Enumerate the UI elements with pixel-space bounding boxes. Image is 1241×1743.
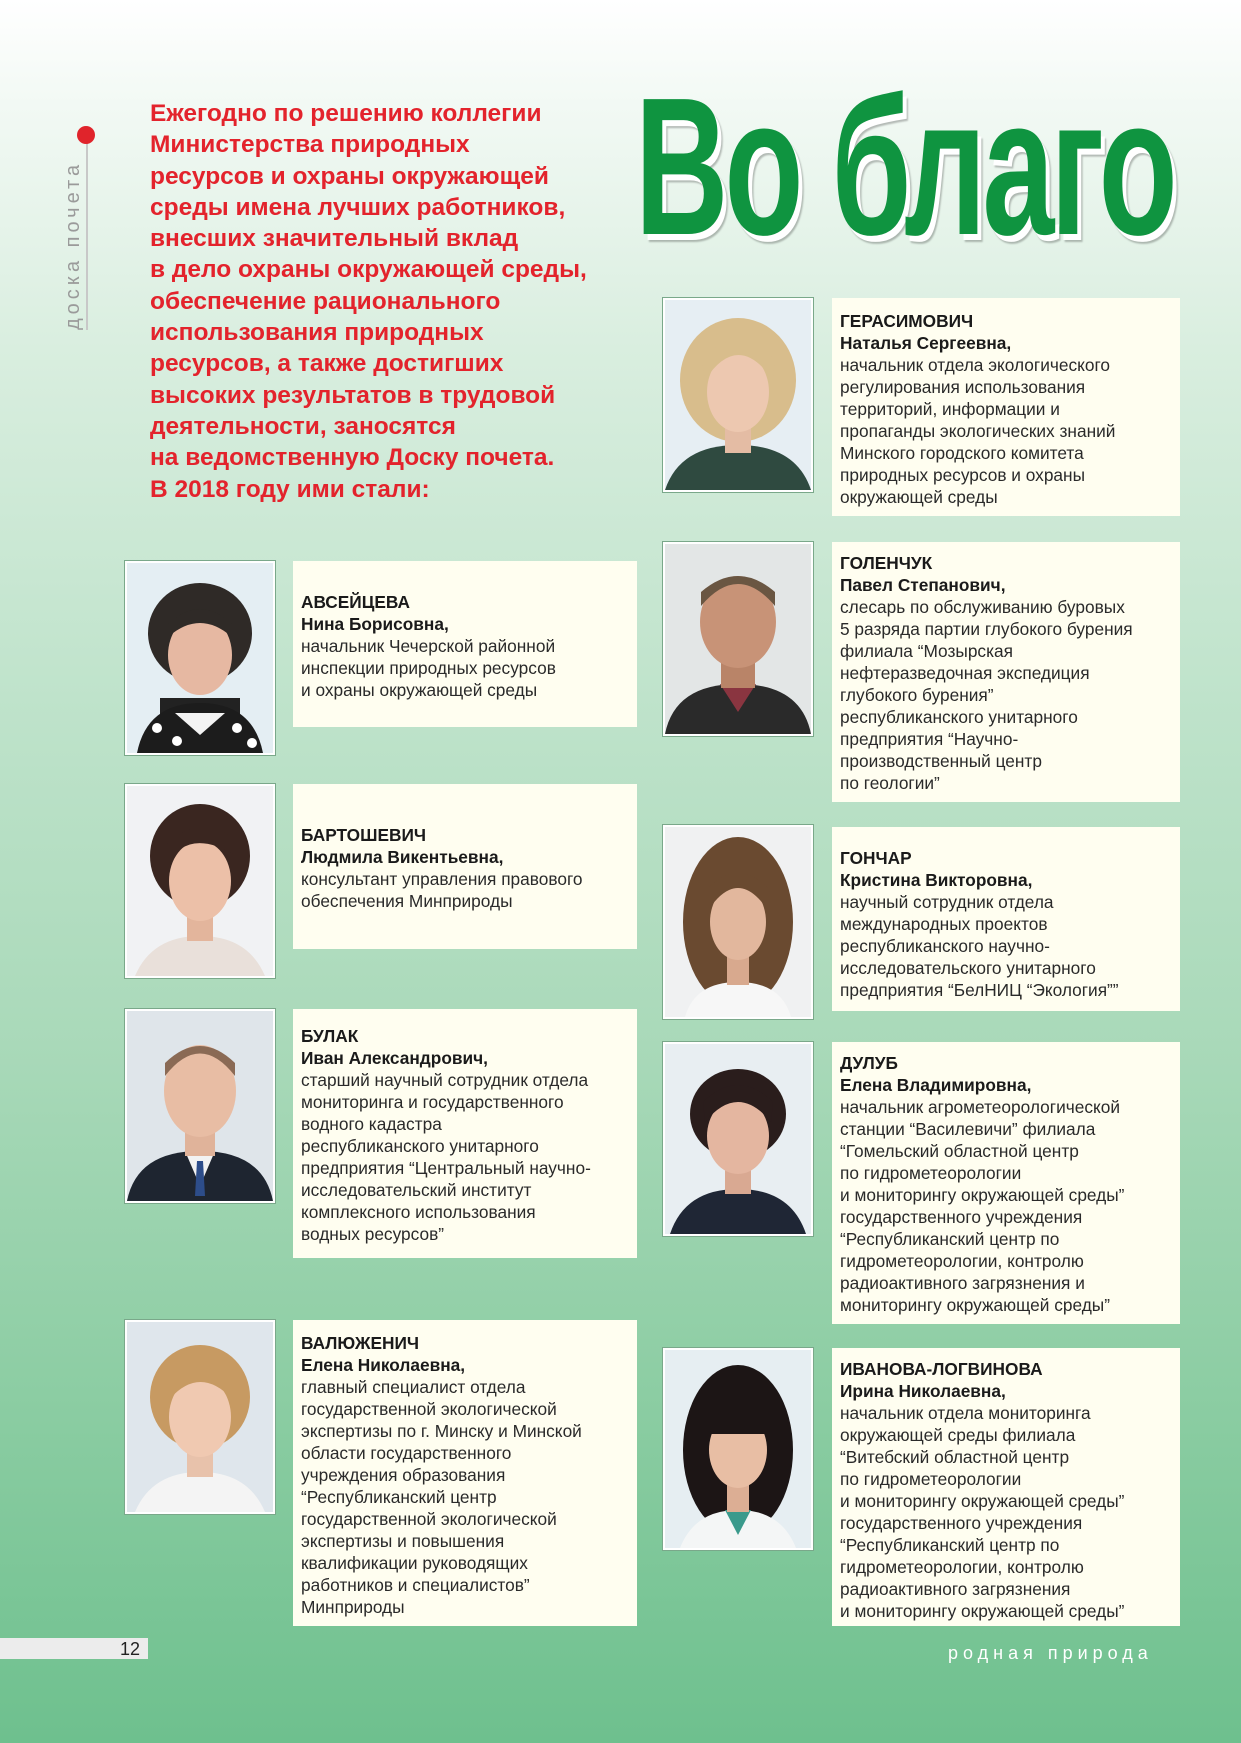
portrait-photo xyxy=(125,784,275,978)
person-card xyxy=(832,827,1180,1011)
person-surname: БУЛАК xyxy=(301,1026,359,1046)
person-surname: ВАЛЮЖЕНИЧ xyxy=(301,1333,420,1353)
person-surname: АВСЕЙЦЕВА xyxy=(301,592,410,612)
portrait-photo xyxy=(125,561,275,755)
person-role: консультант управления правового обеспечения Минприроды xyxy=(301,869,583,911)
person-card xyxy=(293,784,637,949)
person-given-name: Людмила Викентьевна, xyxy=(301,847,504,867)
portrait-photo xyxy=(663,825,813,1019)
headline: Во благо xyxy=(635,57,1174,276)
person-card xyxy=(293,561,637,727)
person-role: начальник Чечерской районной инспекции природных ресурсов и охраны окружающей среды xyxy=(301,636,556,700)
person-card xyxy=(832,1348,1180,1626)
person-role: слесарь по обслуживанию буровых 5 разряда партии глубокого бурения филиала “Мозырская нефтеразведочная экспедиция глубокого бурения” республиканского унитарного предприятия “Научно- производственный центр по геологии” xyxy=(840,597,1133,793)
red-dot-marker xyxy=(77,126,95,144)
person-given-name: Нина Борисовна, xyxy=(301,614,449,634)
person-given-name: Наталья Сергеевна, xyxy=(840,333,1012,353)
person-given-name: Павел Степанович, xyxy=(840,575,1006,595)
person-surname: ГОНЧАР xyxy=(840,848,912,868)
person-card xyxy=(293,1320,637,1626)
person-surname: ИВАНОВА-ЛОГВИНОВА xyxy=(840,1359,1043,1379)
portrait-photo xyxy=(663,298,813,492)
person-role: старший научный сотрудник отдела мониторинга и государственного водного кадастра республиканского унитарного предприятия “Центральный научно- исследовательский институт комплексного использования водных ресурсов” xyxy=(301,1070,591,1244)
person-role: главный специалист отдела государственной экологической экспертизы по г. Минску и Минской области государственного учреждения образования “Республиканский центр государственной экологической экспертизы и повышения квалификации руководящих работников и специалистов” Минприроды xyxy=(301,1377,582,1617)
person-role: начальник агрометеорологической станции “Василевичи” филиала “Гомельский областной центр по гидрометеорологии и мониторингу окружающей среды” государственного учреждения “Республиканский центр по гидрометеорологии, контролю радиоактивного загрязнения и мониторингу окружающей среды” xyxy=(840,1097,1125,1315)
person-surname: ГОЛЕНЧУК xyxy=(840,553,933,573)
person-given-name: Елена Владимировна, xyxy=(840,1075,1032,1095)
portrait-photo xyxy=(125,1320,275,1514)
person-surname: ГЕРАСИМОВИЧ xyxy=(840,311,974,331)
person-given-name: Ирина Николаевна, xyxy=(840,1381,1006,1401)
person-role: начальник отдела экологического регулирования использования территорий, информации и пропаганды экологических знаний Минского городского комитета природных ресурсов и охраны окружающей среды xyxy=(840,355,1116,507)
magazine-name: родная природа xyxy=(948,1643,1153,1663)
person-given-name: Елена Николаевна, xyxy=(301,1355,466,1375)
portrait-photo xyxy=(663,1042,813,1236)
person-given-name: Кристина Викторовна, xyxy=(840,870,1033,890)
portrait-photo xyxy=(663,1348,813,1550)
person-role: научный сотрудник отдела международных проектов республиканского научно- исследовательского унитарного предприятия “БелНИЦ “Экология”” xyxy=(840,892,1119,1000)
portrait-photo xyxy=(663,542,813,736)
intro-text: Ежегодно по решению коллегии Министерства природных ресурсов и охраны окружающей среды имена лучших работников, внесших значительный вклад в дело охраны окружающей среды, обеспечение рационального использования природных ресурсов, а также достигших высоких результатов в трудовой деятельности, заносятся на ведомственную Доску почета. В 2018 году ими стали: xyxy=(150,100,587,503)
page-number: 12 xyxy=(120,1639,141,1659)
person-card xyxy=(832,542,1180,802)
person-card xyxy=(832,298,1180,516)
person-role: начальник отдела мониторинга окружающей среды филиала “Витебский областной центр по гидрометеорологии и мониторингу окружающей среды” государственного учреждения “Республиканский центр по гидрометеорологии, контролю радиоактивного загрязнения и мониторингу окружающей среды” xyxy=(840,1403,1125,1621)
person-card xyxy=(293,1009,637,1258)
person-surname: ДУЛУБ xyxy=(840,1053,898,1073)
portrait-photo xyxy=(125,1009,275,1203)
section-divider-line xyxy=(86,140,88,330)
person-given-name: Иван Александрович, xyxy=(301,1048,488,1068)
person-surname: БАРТОШЕВИЧ xyxy=(301,825,427,845)
person-card xyxy=(832,1042,1180,1324)
section-label: доска почета xyxy=(62,160,84,330)
